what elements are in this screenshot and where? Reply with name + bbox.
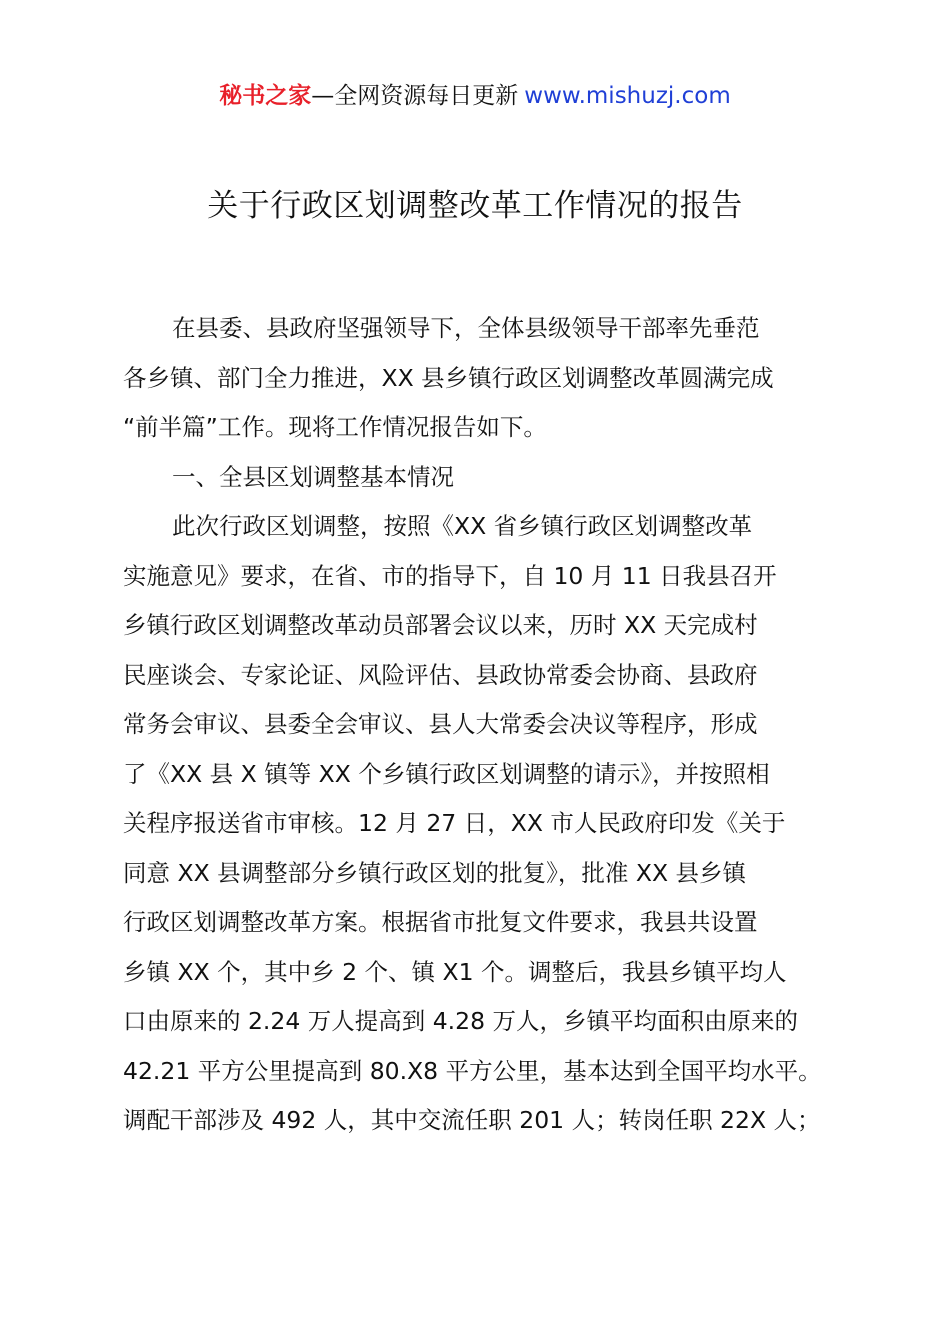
page-header [0, 80, 950, 112]
paragraph-line: 42.21 平方公里提高到 80.X8 平方公里，基本达到全国平均水平。 [123, 1056, 822, 1085]
paragraph-line: 关程序报送省市审核。12 月 27 日，XX 市人民政府印发《关于 [123, 809, 786, 837]
paragraph-line: 乡镇 XX 个，其中乡 2 个、镇 X1 个。调整后，我县乡镇平均人 [123, 957, 787, 986]
header-dash: — [311, 83, 335, 109]
paragraph-line: 民座谈会、专家论证、风险评估、县政协常委会协商、县政府 [123, 660, 758, 689]
brand-name: 秘书之家 [219, 83, 312, 109]
paragraph-line: “前半篇”工作。现将工作情况报告如下。 [123, 413, 547, 441]
document-body [123, 304, 853, 1146]
paragraph-line: 调配干部涉及 492 人，其中交流任职 201 人；转岗任职 22X 人； [123, 1106, 821, 1134]
paragraph-line: 实施意见》要求，在省、市的指导下，自 10 月 11 日我县召开 [123, 561, 777, 590]
paragraph-line: 各乡镇、部门全力推进，XX 县乡镇行政区划调整改革圆满完成 [123, 363, 774, 392]
paragraph-line: 此次行政区划调整，按照《XX 省乡镇行政区划调整改革 [172, 512, 753, 540]
site-url-link[interactable]: www.mishuzj.com [524, 83, 731, 109]
paragraph-line: 在县委、县政府坚强领导下，全体县级领导干部率先垂范 [172, 314, 760, 342]
paragraph-line: 行政区划调整改革方案。根据省市批复文件要求，我县共设置 [123, 908, 758, 936]
header-slogan: 全网资源每日更新 [334, 83, 519, 109]
section-heading: 一、全县区划调整基本情况 [172, 462, 454, 491]
paragraph-line: 了《XX 县 X 镇等 XX 个乡镇行政区划调整的请示》，并按照相 [123, 759, 770, 788]
paragraph-line: 乡镇行政区划调整改革动员部署会议以来，历时 XX 天完成村 [123, 611, 758, 639]
paragraph-line: 常务会审议、县委全会审议、县人大常委会决议等程序，形成 [123, 710, 758, 738]
paragraph-line: 口由原来的 2.24 万人提高到 4.28 万人，乡镇平均面积由原来的 [123, 1007, 799, 1035]
document-title: 关于行政区划调整改革工作情况的报告 [207, 188, 743, 224]
paragraph-line: 同意 XX 县调整部分乡镇行政区划的批复》，批准 XX 县乡镇 [123, 858, 747, 887]
